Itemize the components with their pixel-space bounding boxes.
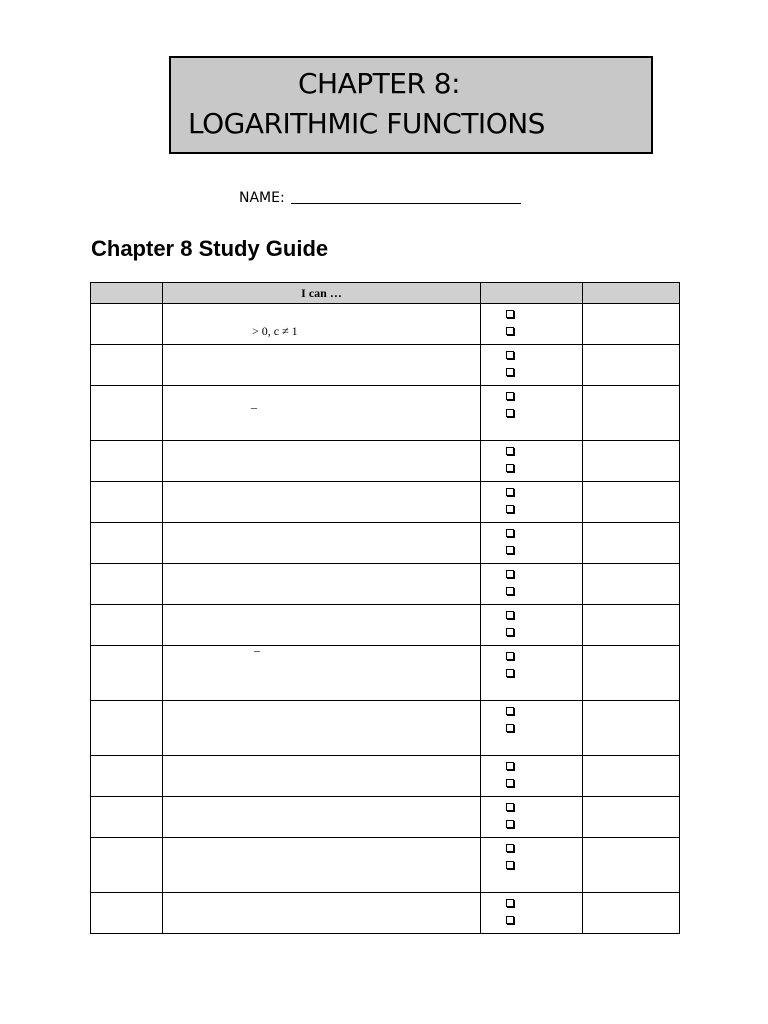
- chapter-title-line1: CHAPTER 8:: [298, 67, 461, 100]
- table-cell: [163, 564, 481, 605]
- table-row: [91, 386, 680, 441]
- checkbox[interactable]: [506, 351, 514, 359]
- table-cell: [91, 441, 163, 482]
- table-cell: [91, 523, 163, 564]
- row3-dash-fragment: –: [251, 400, 257, 414]
- table-cell: [481, 564, 583, 605]
- table-row: [91, 564, 680, 605]
- table-cell: [163, 756, 481, 797]
- table-cell: [481, 523, 583, 564]
- table-row: [91, 838, 680, 893]
- chapter-title-box: [169, 56, 653, 154]
- table-cell: [91, 838, 163, 893]
- checkbox[interactable]: [506, 724, 514, 732]
- checkbox[interactable]: [506, 899, 514, 907]
- table-cell: [91, 701, 163, 756]
- table-header-row: [91, 283, 680, 304]
- row9-dash-fragment: –: [254, 643, 260, 657]
- table-cell: [163, 646, 481, 701]
- checkbox[interactable]: [506, 611, 514, 619]
- table-cell: [583, 523, 680, 564]
- table-row: [91, 482, 680, 523]
- checkbox[interactable]: [506, 628, 514, 636]
- table-cell: [583, 564, 680, 605]
- checkbox[interactable]: [506, 779, 514, 787]
- checkbox[interactable]: [506, 652, 514, 660]
- header-i-can: I can …: [163, 283, 481, 304]
- table-cell: [91, 605, 163, 646]
- table-cell: [481, 893, 583, 934]
- table-cell: [481, 386, 583, 441]
- table-cell: [163, 797, 481, 838]
- name-label: NAME:: [239, 190, 285, 206]
- table-cell: [481, 756, 583, 797]
- table-row: [91, 605, 680, 646]
- table-row: [91, 701, 680, 756]
- table-cell: [583, 797, 680, 838]
- table-cell: [583, 893, 680, 934]
- table-cell: [583, 646, 680, 701]
- table-cell: [163, 345, 481, 386]
- header-col-3: [481, 283, 583, 304]
- table-cell: [91, 893, 163, 934]
- table-cell: [583, 441, 680, 482]
- table-cell: [583, 386, 680, 441]
- checkbox[interactable]: [506, 707, 514, 715]
- checkbox[interactable]: [506, 861, 514, 869]
- table-cell: [481, 345, 583, 386]
- table-cell: [163, 523, 481, 564]
- checkbox[interactable]: [506, 669, 514, 677]
- checkbox[interactable]: [506, 803, 514, 811]
- table-row: [91, 756, 680, 797]
- table-row: [91, 304, 680, 345]
- table-cell: [583, 345, 680, 386]
- name-input-line[interactable]: [291, 203, 521, 204]
- checkbox[interactable]: [506, 587, 514, 595]
- table-cell: [91, 564, 163, 605]
- table-cell: [91, 646, 163, 701]
- checkbox[interactable]: [506, 392, 514, 400]
- row1-text-fragment: > 0, c ≠ 1: [252, 324, 298, 338]
- table-row: [91, 893, 680, 934]
- table-cell: [91, 756, 163, 797]
- checkbox[interactable]: [506, 505, 514, 513]
- table-row: [91, 797, 680, 838]
- checkbox[interactable]: [506, 916, 514, 924]
- header-col-4: [583, 283, 680, 304]
- checkbox[interactable]: [506, 529, 514, 537]
- checkbox[interactable]: [506, 844, 514, 852]
- chapter-title-line2: LOGARITHMIC FUNCTIONS: [188, 107, 545, 140]
- table-cell: [583, 304, 680, 345]
- checkbox[interactable]: [506, 447, 514, 455]
- checkbox[interactable]: [506, 488, 514, 496]
- header-col-1: [91, 283, 163, 304]
- checkbox[interactable]: [506, 368, 514, 376]
- table-cell: [481, 701, 583, 756]
- checkbox[interactable]: [506, 762, 514, 770]
- checkbox[interactable]: [506, 310, 514, 318]
- checkbox[interactable]: [506, 820, 514, 828]
- table-cell: [481, 797, 583, 838]
- table-cell: [481, 838, 583, 893]
- table-cell: [91, 482, 163, 523]
- table-cell: [163, 893, 481, 934]
- table-cell: [583, 838, 680, 893]
- checkbox[interactable]: [506, 546, 514, 554]
- table-cell: [163, 441, 481, 482]
- table-cell: [583, 605, 680, 646]
- table-cell: [163, 838, 481, 893]
- table-cell: [583, 482, 680, 523]
- checkbox[interactable]: [506, 327, 514, 335]
- table-cell: [163, 482, 481, 523]
- table-cell: [91, 797, 163, 838]
- checkbox[interactable]: [506, 409, 514, 417]
- table-row: [91, 345, 680, 386]
- table-row: [91, 441, 680, 482]
- table-cell: [91, 304, 163, 345]
- table-cell: [163, 304, 481, 345]
- study-guide-table: [90, 282, 680, 934]
- study-guide-heading: Chapter 8 Study Guide: [91, 236, 329, 261]
- table-row: [91, 646, 680, 701]
- checkbox[interactable]: [506, 464, 514, 472]
- name-field-row: [239, 189, 521, 207]
- table-cell: [163, 386, 481, 441]
- table-cell: [481, 605, 583, 646]
- table-cell: [583, 756, 680, 797]
- table-cell: [163, 605, 481, 646]
- table-cell: [481, 304, 583, 345]
- table-cell: [481, 441, 583, 482]
- table-row: [91, 523, 680, 564]
- checkbox[interactable]: [506, 570, 514, 578]
- table-cell: [583, 701, 680, 756]
- table-cell: [91, 386, 163, 441]
- table-cell: [481, 646, 583, 701]
- table-cell: [91, 345, 163, 386]
- table-cell: [481, 482, 583, 523]
- table-cell: [163, 701, 481, 756]
